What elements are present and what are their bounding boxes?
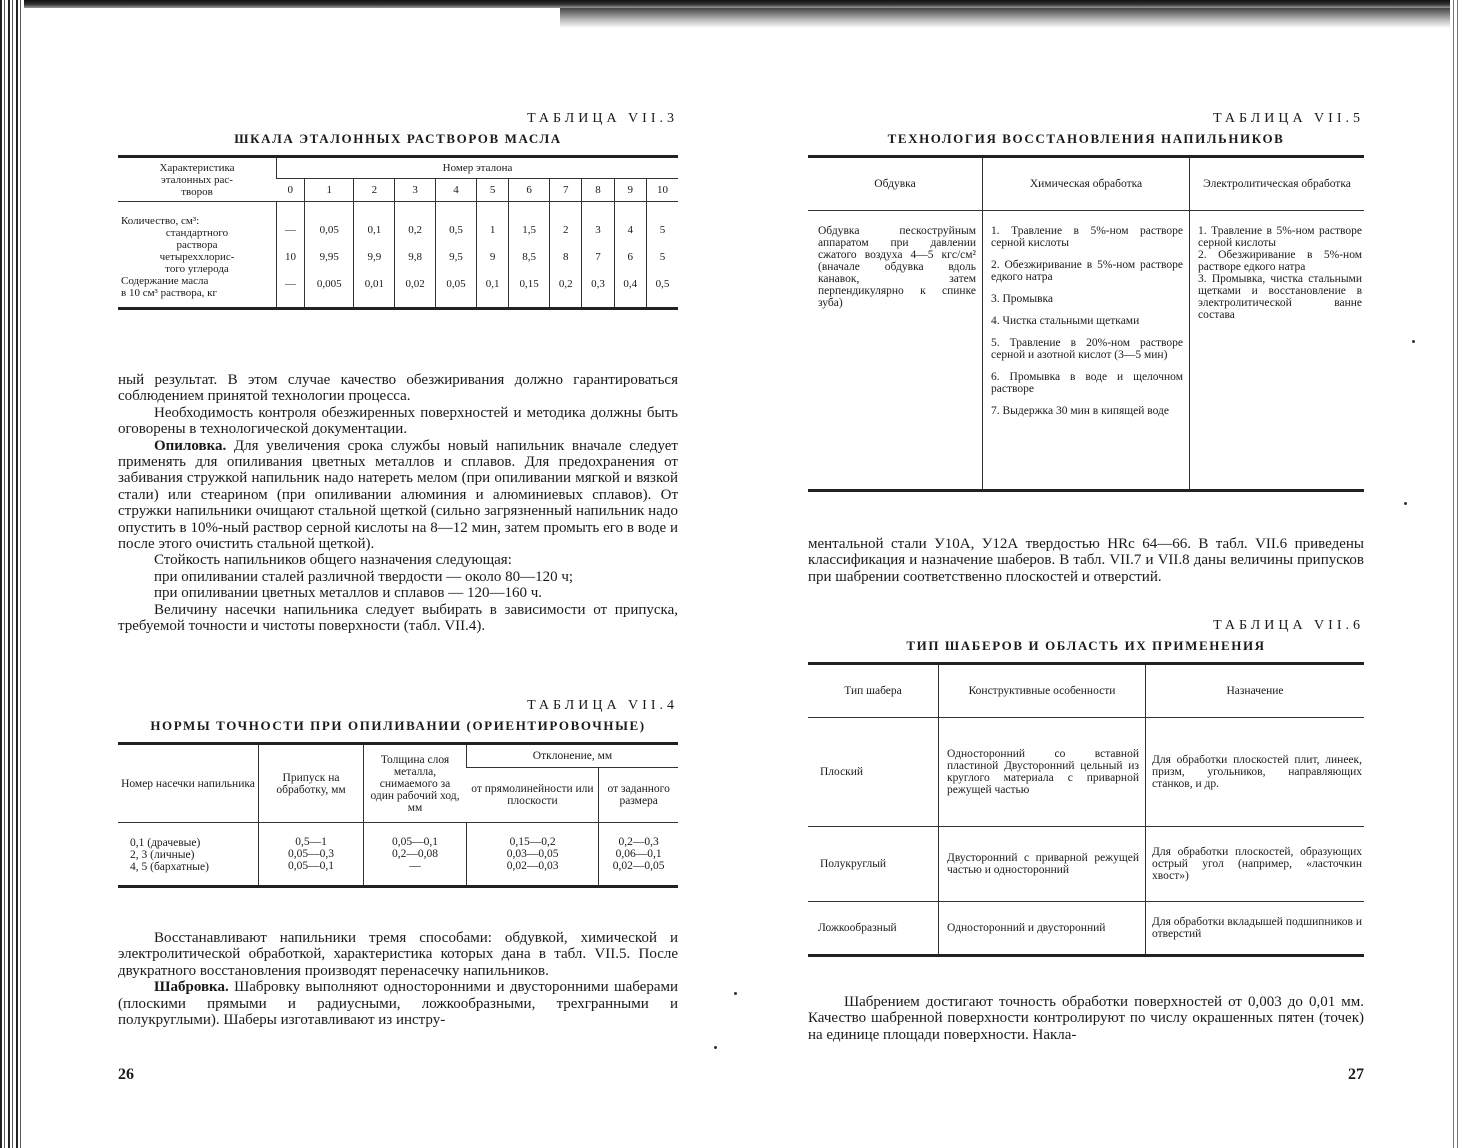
left-body-text-2 [118,930,678,1028]
paragraph: ментальной стали У10А, У12А твердостью HRc 64—66. В табл. VII.6 приведены классификация и назначение шаберов. В табл. VII.7 и VII.8 даны величины припусков при шабрении соответственно плоскостей и отверстий. [808,536,1364,585]
table-vii6-block [808,618,1364,957]
etalon-column [305,202,354,309]
etalon-column [614,202,646,309]
filing-accuracy-table [118,742,678,888]
header-layer-thickness: Толщина слоя металла, снимаемого за один рабочий ход, мм [364,744,467,823]
cell-thickness: 0,05—0,1 0,2—0,08 — [364,823,467,887]
header-notch-number: Номер насечки напильника [118,744,259,823]
table-cell: 5 [659,224,666,236]
scan-speck [714,1046,717,1049]
scan-top-shadow [560,8,1458,28]
table-cell: 0,4 [623,278,638,290]
header-allowance: Припуск на обработку, мм [259,744,364,823]
table-title: ТЕХНОЛОГИЯ ВОССТАНОВЛЕНИЯ НАПИЛЬНИКОВ [887,131,1285,146]
table-cell: 5 [659,251,666,263]
etalon-column [550,202,582,309]
header-blowing: Обдувка [808,157,983,211]
table-cell: 9,5 [449,251,463,263]
table-title: ШКАЛА ЭТАЛОННЫХ РАСТВОРОВ МАСЛА [234,131,562,146]
table-label: ТАБЛИЦА VII.6 [1213,618,1364,633]
cell-features: Односторонний со вставной пластиной Двусторонний цельный из круглого материала с приварной режущей частью [939,718,1146,827]
header-deviation: Отклонение, мм [467,744,679,768]
cell-blowing: Обдувка пескоструйным аппаратом при давлении сжатого воздуха 4—5 кгс/см² (вначале обдувка вдоль канавок, затем перпендикулярно к спинке зуба) [818,225,976,309]
left-body-text-1 [118,372,678,635]
table-cell: 0,05 [319,224,339,236]
cell-features: Двусторонний с приварной режущей частью и односторонний [939,827,1146,902]
paragraph: при опиливании цветных металлов и сплавов — 120—160 ч. [154,585,543,602]
section-lead: Шабровка. [154,979,229,996]
table-cell: 10 [285,251,296,263]
table-cell: 0,005 [316,278,342,290]
table-vii3-block [118,111,678,310]
etalon-column [277,202,305,309]
table-cell: 0,02 [405,278,425,290]
etalon-number: 6 [509,179,550,202]
header-etalon-number: Номер эталона [277,157,679,179]
table-cell: 0,1 [485,278,500,290]
table-cell: 0,5 [449,224,463,236]
paragraph: Опиловка. Для увеличения срока службы новый напильник вначале следует применять для опиливания цветных металлов и сплавов. Для предохранения от забивания стружкой напильник надо натереть мелом (при опиливании мягкой и вязкой стали) или стеарином (при опиливании алюминия и алюминиевых сплавов). От стружки напильники очищают стальной щеткой (сильно загрязненный напильник надо опустить в 10%-ный раствор серной кислоты на 8—12 мин, затем промыть его в воде и после этого очистить стальной щеткой). [118,437,678,553]
etalon-column [646,202,678,309]
cell-purpose: Для обработки плоскостей, образующих острый угол (например, «ласточкин хвост») [1146,827,1365,902]
header-design-features: Конструктивные особенности [939,664,1146,718]
table-title: НОРМЫ ТОЧНОСТИ ПРИ ОПИЛИВАНИИ (ОРИЕНТИРОВОЧНЫЕ) [150,718,646,733]
header-scraper-type: Тип шабера [808,664,939,718]
table-cell: 9 [489,251,496,263]
paragraph: Величину насечки напильника следует выбирать в зависимости от припуска, требуемой точности и чистоты поверхности (табл. VII.4). [118,601,678,635]
table-title: ТИП ШАБЕРОВ И ОБЛАСТЬ ИХ ПРИМЕНЕНИЯ [906,638,1266,653]
etalon-number: 10 [646,179,678,202]
table-cell: 0,5 [655,278,670,290]
paragraph: ный результат. В этом случае качество обезжиривания должно гарантироваться соблюдением принятой технологии процесса. [118,372,678,405]
scan-speck [1404,502,1407,505]
table-cell: 0,3 [591,278,605,290]
row-labels: Количество, см³: стандартного раствора четыреххлорис- того углерода Содержание масла в 10 см³ раствора, кг [121,214,235,299]
table-cell: 0,05 [446,278,466,290]
table-cell: 9,95 [319,251,339,263]
cell-features: Односторонний и двусторонний [939,902,1146,956]
table-cell: 1 [489,224,496,236]
table-cell: — [285,224,296,236]
right-body-text-1 [808,536,1364,585]
etalon-number: 8 [582,179,614,202]
paragraph: Шабровка. Шабровку выполняют односторонними и двусторонними шаберами (плоскими прямыми и радиусными, ложкообразными, трехгранными и полукруглыми). Шаберы изготавливают из инстру- [118,979,678,1029]
page-number: 27 [1348,1066,1364,1083]
book-right-edge [1450,0,1458,1148]
table-cell: 0,01 [364,278,384,290]
etalon-column [354,202,395,309]
cell-type: Плоский [820,766,864,778]
scraper-types-table [808,662,1364,957]
book-binding-edge [0,0,24,1148]
header-purpose: Назначение [1146,664,1365,718]
table-cell: 7 [595,251,601,263]
table-label: ТАБЛИЦА VII.3 [527,111,678,126]
etalon-number: 2 [354,179,395,202]
table-cell: 6 [627,251,634,263]
cell-chemical: 1. Травление в 5%-ном растворе серной кислоты 2. Обезжиривание в 5%-ном растворе едкого натра 3. Промывка 4. Чистка стальными щетками 5. Травление в 20%-ном растворе серной и азотной кислот (3—5 мин) 6. Промывка в воде и щелочном растворе 7. Выдержка 30 мин в кипящей воде [983,211,1190,491]
table-cell: 3 [595,224,601,236]
file-restoration-table [808,155,1364,492]
paragraph: при опиливании сталей различной твердости — около 80—120 ч; [154,568,574,585]
header-electrolytic: Электролитическая обработка [1190,157,1365,211]
etalon-number: 7 [550,179,582,202]
table-cell: 8 [562,251,569,263]
header-chemical: Химическая обработка [983,157,1190,211]
right-body-text-2 [808,994,1364,1043]
scan-speck [734,992,737,995]
table-label: ТАБЛИЦА VII.5 [1213,111,1364,126]
etalon-column [476,202,508,309]
table-cell: 0,2 [408,224,423,236]
table-vii5-block [808,111,1364,492]
header-size-deviation: от заданного размера [599,768,678,823]
cell-purpose: Для обработки вкладышей подшипников и отверстий [1146,902,1365,956]
etalon-column [582,202,614,309]
scan-top-edge [0,0,1458,8]
page-number: 26 [118,1066,134,1083]
table-vii4-block [118,698,678,888]
etalon-number: 3 [395,179,436,202]
etalon-column [436,202,477,309]
paragraph: Необходимость контроля обезжиренных поверхностей и методика должны быть оговорены в технологической документации. [118,404,678,438]
table-cell: 0,1 [367,224,382,236]
etalon-column [395,202,436,309]
cell-purpose: Для обработки плоскостей плит, линеек, призм, угольников, направляющих станков, и др. [1146,718,1365,827]
cell-size-deviation: 0,2—0,3 0,06—0,1 0,02—0,05 [599,823,678,887]
table-cell: 0,15 [519,278,539,290]
cell-electrolytic: 1. Травление в 5%-ном растворе серной кислоты 2. Обезжиривание в 5%-ном растворе едкого натра 3. Промывка, чистка стальными щетками и восстановление в электролитической ванне состава [1190,211,1365,491]
paragraph: Шабрением достигают точность обработки поверхностей от 0,003 до 0,01 мм. Качество шабренной поверхности контролируют по числу окрашенных пятен (точек) на единице площади поверхности. Накла- [808,994,1364,1043]
table-label: ТАБЛИЦА VII.4 [527,698,678,713]
table-cell: — [285,278,296,290]
etalon-number: 0 [277,179,305,202]
oil-solution-scale-table [118,155,678,310]
table-cell: 9,9 [367,251,382,263]
cell-type: Ложкообразный [818,922,897,934]
table-cell: 8,5 [522,251,537,263]
etalon-number: 4 [436,179,477,202]
etalon-number: 1 [305,179,354,202]
section-lead: Опиловка. [154,437,227,454]
scan-speck [1412,340,1415,343]
paragraph: Восстанавливают напильники тремя способами: обдувкой, химической и электролитической обработкой, характеристика которых дана в табл. VII.5. После двукратного восстановления производят перенасечку напильников. [118,930,678,979]
table-cell: 0,2 [558,278,573,290]
cell-notch: 0,1 (драчевые) 2, 3 (личные) 4, 5 (бархатные) [130,837,209,873]
cell-straightness: 0,15—0,2 0,03—0,05 0,02—0,03 [467,823,599,887]
etalon-column [509,202,550,309]
cell-type: Полукруглый [820,858,887,870]
cell-allowance: 0,5—1 0,05—0,3 0,05—0,1 [259,823,364,887]
table-cell: 2 [562,224,569,236]
table-cell: 1,5 [522,224,537,236]
header-straightness: от прямолинейности или плоскости [467,768,599,823]
header-characteristic: Характеристика эталонных рас- творов [118,157,277,202]
table-cell: 4 [627,224,634,236]
etalon-number: 5 [476,179,508,202]
table-cell: 9,8 [408,251,423,263]
etalon-number: 9 [614,179,646,202]
paragraph: Стойкость напильников общего назначения следующая: [154,552,512,569]
